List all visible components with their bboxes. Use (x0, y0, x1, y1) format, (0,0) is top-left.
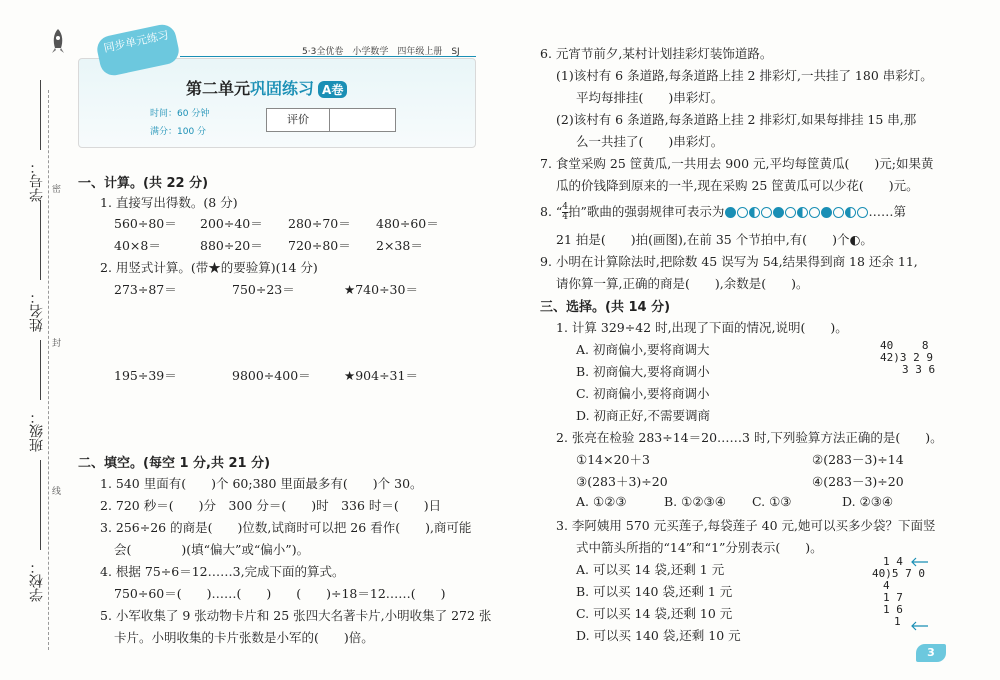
q6-line: 6. 元宵节前夕,某村计划挂彩灯装饰道路。 (540, 46, 773, 61)
vertical-calc-item: 750÷23＝ (232, 282, 295, 297)
vertical-calc-item: 273÷87＝ (114, 282, 177, 297)
q8-prefix: 8. “ (540, 204, 563, 219)
title-part-a: 第二单元 (186, 79, 251, 98)
check-method: ③(283＋3)÷20 (576, 474, 668, 489)
q9-line: 请你算一算,正确的商是( ),余数是( )。 (556, 276, 809, 291)
choice-q3: 3. 李阿姨用 570 元买莲子,每袋莲子 40 元,她可以买多少袋？下面竖 (556, 518, 936, 533)
choice-option[interactable]: D. 初商正好,不需要调商 (576, 408, 710, 423)
q7-line: 瓜的价钱降到原来的一半,现在采购 25 筐黄瓜可以少花( )元。 (556, 178, 919, 193)
section3-title: 三、选择。(共 14 分) (540, 300, 671, 315)
rocket-icon (50, 28, 66, 54)
seal-feng: 封 (52, 339, 62, 349)
section2-title: 二、填空。(每空 1 分,共 21 分) (78, 456, 271, 471)
choice-q2: 2. 张亮在检验 283÷14＝20……3 时,下列验算方法正确的是( )。 (556, 430, 943, 445)
school-label: 学校： (29, 560, 45, 602)
fill-line: 750÷60＝( )……( ) ( )÷18＝12……( ) (114, 586, 446, 601)
div-line: 40 8 (880, 339, 929, 352)
full-score: 满分：100 分 (150, 127, 207, 137)
header-panel (78, 58, 476, 148)
calc-item: 40×8＝ (114, 238, 161, 253)
class-label: 班级： (29, 410, 45, 452)
calc-item: 720÷80＝ (288, 238, 351, 253)
time-limit: 时间：60 分钟 (150, 109, 210, 119)
unit-ribbon: 同步单元练习 (95, 22, 182, 78)
frac-num: 4 (562, 202, 569, 212)
choice-option[interactable]: D. 可以买 140 袋,还剩 10 元 (576, 628, 741, 643)
page-number: 3 (916, 644, 946, 662)
fill-line: 4. 根据 75÷6＝12……3,完成下面的算式。 (100, 564, 345, 579)
vertical-calc-item: 195÷39＝ (114, 368, 177, 383)
arrow-icons (906, 556, 930, 632)
q9-line: 9. 小明在计算除法时,把除数 45 误写为 54,结果得到商 18 还余 11, (540, 254, 918, 269)
choice-option[interactable]: D. ②③④ (842, 494, 894, 509)
q8-line (540, 202, 906, 222)
evaluation-field[interactable] (330, 109, 395, 131)
choice-option[interactable]: B. 初商偏大,要将商调小 (576, 364, 710, 379)
name-blank[interactable] (40, 200, 41, 280)
q6-line: 么一共挂了( )串彩灯。 (576, 134, 724, 149)
choice-option[interactable]: C. ①③ (752, 494, 792, 509)
section1-title: 一、计算。(共 22 分) (78, 176, 209, 191)
q8-line2: 21 拍是( )拍(画图),在前 35 个节拍中,有( )个◐。 (556, 232, 873, 247)
fill-line: 1. 540 里面有( )个 60;380 里面最多有( )个 30。 (100, 476, 423, 491)
fill-line: 卡片。小明收集的卡片张数是小军的( )倍。 (114, 630, 374, 645)
frac-den: 4 (562, 212, 569, 222)
student-id-label: 学号： (29, 160, 45, 202)
choice-option[interactable]: A. ①②③ (576, 494, 627, 509)
version-badge: A卷 (318, 81, 347, 98)
choice-option[interactable]: C. 初商偏小,要将商调小 (576, 386, 710, 401)
q6-line: (2)该村有 6 条道路,每条道路上挂 2 排彩灯,如果每排挂 15 串,那 (556, 112, 917, 127)
check-method: ②(283－3)÷14 (812, 452, 904, 467)
calc-item: 2×38＝ (376, 238, 423, 253)
choice-option[interactable]: B. 可以买 140 袋,还剩 1 元 (576, 584, 733, 599)
div-line: 1 6 (872, 603, 903, 616)
choice-option[interactable]: C. 可以买 14 袋,还剩 10 元 (576, 606, 733, 621)
vertical-calc-item: ★740÷30＝ (344, 282, 418, 297)
student-id-blank[interactable] (40, 80, 41, 150)
sec1-q1: 1. 直接写出得数。(8 分) (100, 195, 238, 210)
seal-xian: 线 (52, 487, 62, 497)
sec1-q2: 2. 用竖式计算。(带★的要验算)(14 分) (100, 260, 318, 275)
choice-option[interactable]: A. 初商偏小,要将商调大 (576, 342, 710, 357)
page-title (186, 76, 347, 99)
calc-item: 480÷60＝ (376, 216, 439, 231)
q6-line: 平均每排挂( )串彩灯。 (576, 90, 724, 105)
seal-mi: 密 (52, 185, 62, 195)
binding-line (48, 90, 49, 650)
div-line: 1 4 (872, 555, 903, 568)
choice-q3: 式中箭头所指的“14”和“1”分别表示( )。 (576, 540, 823, 555)
div-line: 1 7 (872, 591, 903, 604)
check-method: ①14×20＋3 (576, 452, 650, 467)
div-line: 3 3 6 (880, 363, 936, 376)
fill-line: 3. 256÷26 的商是( )位数,试商时可以把 26 看作( ),商可能 (100, 520, 472, 535)
class-blank[interactable] (40, 340, 41, 400)
div-line: 1 (872, 615, 901, 628)
q6-line: (1)该村有 6 条道路,每条道路上挂 2 排彩灯,一共挂了 180 串彩灯。 (556, 68, 933, 83)
evaluation-label: 评价 (267, 109, 330, 131)
check-method: ④(283－3)÷20 (812, 474, 904, 489)
evaluation-box (266, 108, 396, 132)
q8-text: 拍”歌曲的强弱规律可表示为 (568, 204, 725, 219)
q8-suffix: ……第 (868, 204, 906, 219)
school-blank[interactable] (40, 460, 41, 550)
calc-item: 200÷40＝ (200, 216, 263, 231)
book-series: 5·3全优卷 小学数学 四年级上册 SJ (302, 47, 460, 57)
fill-line: 会( )(填“偏大”或“偏小”)。 (114, 542, 310, 557)
vertical-calc-item: ★904÷31＝ (344, 368, 418, 383)
fill-line: 5. 小军收集了 9 张动物卡片和 25 张四大名著卡片,小明收集了 272 张 (100, 608, 492, 623)
choice-q1: 1. 计算 329÷42 时,出现了下面的情况,说明( )。 (556, 320, 848, 335)
div-line: 40)5 7 0 (872, 567, 925, 580)
calc-item: 280÷70＝ (288, 216, 351, 231)
choice-option[interactable]: A. 可以买 14 袋,还剩 1 元 (576, 562, 725, 577)
calc-item: 880÷20＝ (200, 238, 263, 253)
calc-item: 560÷80＝ (114, 216, 177, 231)
fill-line: 2. 720 秒＝( )分 300 分＝( )时 336 时＝( )日 (100, 498, 442, 513)
beat-pattern (724, 204, 868, 219)
div-line: 42)3 2 9 (880, 351, 933, 364)
div-line: 4 (872, 579, 890, 592)
title-part-b: 巩固练习 (250, 79, 315, 98)
long-division-1 (880, 340, 935, 376)
name-label: 姓名： (29, 290, 45, 332)
vertical-calc-item: 9800÷400＝ (232, 368, 311, 383)
q7-line: 7. 食堂采购 25 筐黄瓜,一共用去 900 元,平均每筐黄瓜( )元;如果黄 (540, 156, 934, 171)
choice-option[interactable]: B. ①②③④ (664, 494, 726, 509)
